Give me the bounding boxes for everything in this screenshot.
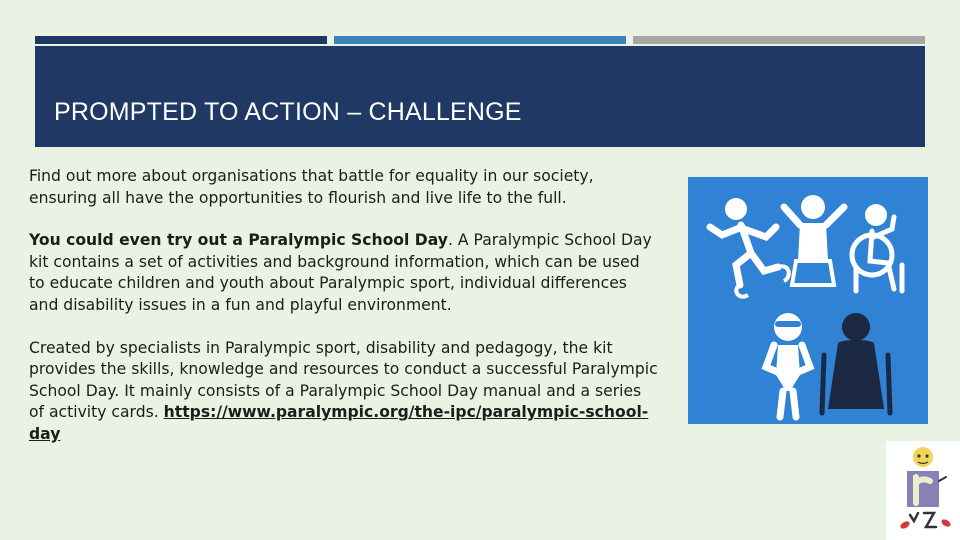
school-day-emphasis: You could even try out a Paralympic School Day — [29, 231, 448, 250]
accent-bar-grey — [633, 36, 925, 44]
paragraph-kit — [29, 338, 659, 446]
accent-bar-light-blue — [334, 36, 626, 44]
title-banner — [35, 46, 925, 147]
slide-title: PROMPTED TO ACTION – CHALLENGE — [54, 98, 522, 126]
school-logo-icon — [886, 441, 960, 540]
school-day-description: . A Paralympic School Day kit contains a set of activities and background information, which can be used to educate children and youth about Paralympic sport, individual differences and disability issues in a fun and playful environment. — [29, 231, 652, 314]
paralympic-school-day-link[interactable]: https://www.paralympic.org/the-ipc/paralympic-school-day — [29, 403, 649, 443]
paragraph-school-day — [29, 230, 659, 316]
paragraph-organisations: Find out more about organisations that battle for equality in our society, ensuring all have the opportunities to flourish and live life to the full. — [29, 167, 594, 207]
paralympic-athletes-icon — [688, 177, 928, 424]
kit-description: Created by specialists in Paralympic sport, disability and pedagogy, the kit provides the skills, knowledge and resources to conduct a successful Paralympic School Day. It mainly consists of a Paralympic School Day manual and a series of activity cards. — [29, 338, 658, 422]
slide-body — [29, 166, 659, 446]
school-logo — [886, 441, 960, 540]
accent-bar-dark-blue — [35, 36, 327, 44]
